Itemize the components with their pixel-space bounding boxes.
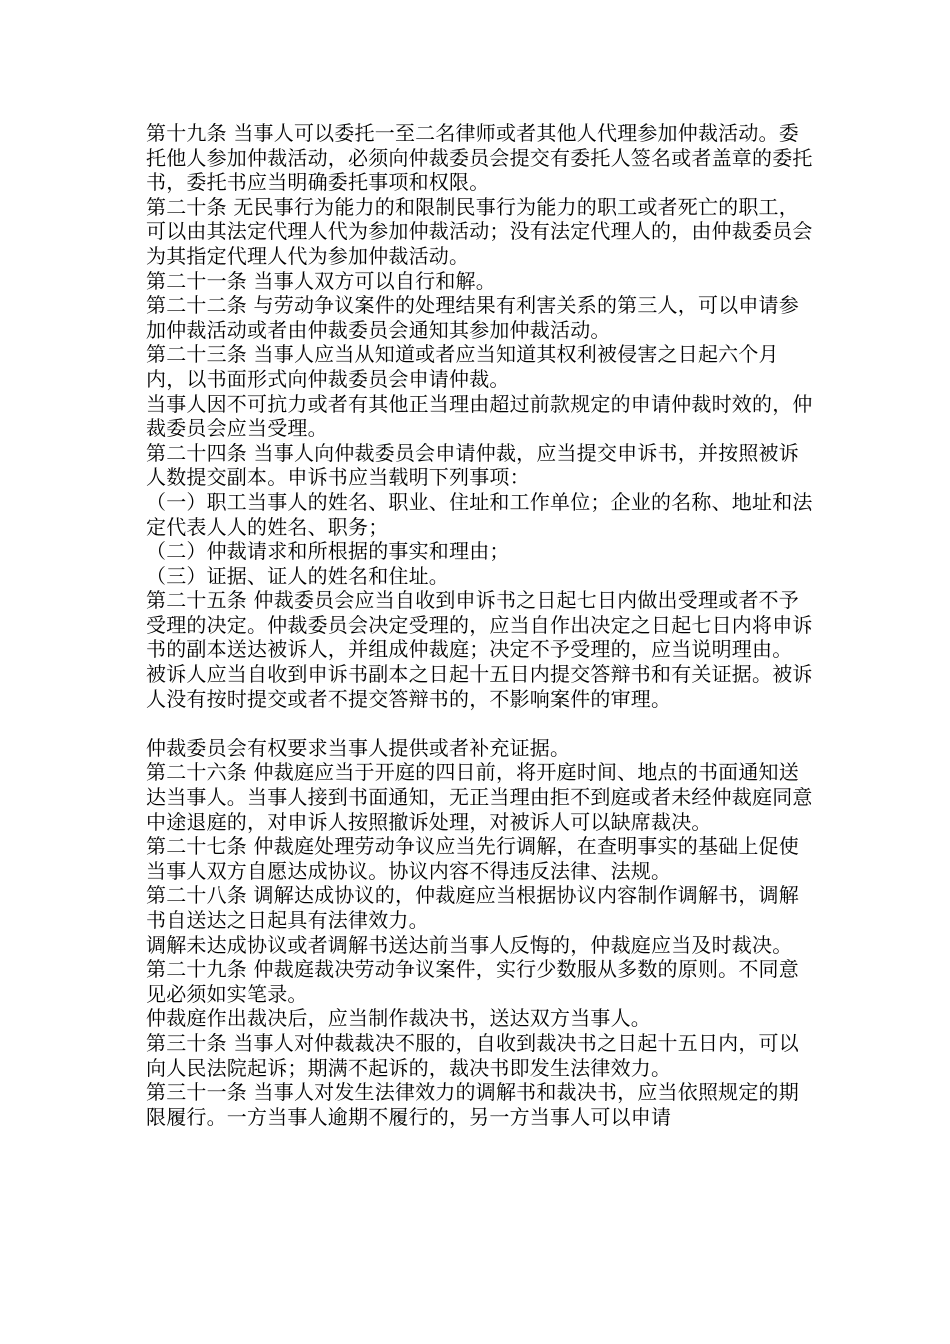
article-23: 第二十三条 当事人应当从知道或者应当知道其权利被侵害之日起六个月内，以书面形式向仲裁委员会申请仲裁。: [146, 342, 779, 391]
article-24: 第二十四条 当事人向仲裁委员会申请仲裁，应当提交申诉书，并按照被诉人数提交副本。申诉书应当载明下列事项：: [146, 440, 799, 490]
article-24-item-2: （二）仲裁请求和所根据的事实和理由；: [146, 539, 510, 564]
article-25: 第二十五条 仲裁委员会应当自收到申诉书之日起七日内做出受理或者不予受理的决定。仲裁委员会决定受理的，应当自作出决定之日起七日内将申诉书的副本送达被诉人，并组成仲裁庭；决定不予受理的，应当说明理由。: [146, 588, 813, 662]
article-23-clause-2: 当事人因不可抗力或者有其他正当理由超过前款规定的申请仲裁时效的，仲裁委员会应当受理。: [146, 391, 813, 441]
document-body: [146, 121, 818, 1129]
article-28-clause-2: 调解未达成协议或者调解书送达前当事人反悔的，仲裁庭应当及时裁决。: [146, 932, 793, 957]
article-20: 第二十条 无民事行为能力的和限制民事行为能力的职工或者死亡的职工，可以由其法定代理人代为参加仲裁活动；没有法定代理人的，由仲裁委员会为其指定代理人代为参加仲裁活动。: [146, 194, 813, 268]
article-31: 第三十一条 当事人对发生法律效力的调解书和裁决书，应当依照规定的期限履行。一方当事人逾期不履行的，另一方当事人可以申请: [146, 1080, 799, 1129]
article-25-clause-2: 被诉人应当自收到申诉书副本之日起十五日内提交答辩书和有关证据。被诉人没有按时提交或者不提交答辩书的，不影响案件的审理。: [146, 662, 813, 711]
article-26: 第二十六条 仲裁庭应当于开庭的四日前，将开庭时间、地点的书面通知送达当事人。当事人接到书面通知，无正当理由拒不到庭或者未经仲裁庭同意中途退庭的，对申诉人按照撤诉处理，对被诉人可以缺席裁决。: [146, 760, 813, 834]
article-29-clause-2: 仲裁庭作出裁决后，应当制作裁决书，送达双方当事人。: [146, 1006, 651, 1031]
article-22: 第二十二条 与劳动争议案件的处理结果有利害关系的第三人，可以申请参加仲裁活动或者由仲裁委员会通知其参加仲裁活动。: [146, 293, 799, 342]
article-25-clause-3: 仲裁委员会有权要求当事人提供或者补充证据。: [146, 735, 571, 760]
article-24-item-3: （三）证据、证人的姓名和住址。: [146, 563, 449, 588]
article-29: 第二十九条 仲裁庭裁决劳动争议案件，实行少数服从多数的原则。不同意见必须如实笔录。: [146, 957, 799, 1006]
article-30: 第三十条 当事人对仲裁裁决不服的，自收到裁决书之日起十五日内，可以向人民法院起诉；期满不起诉的，裁决书即发生法律效力。: [146, 1030, 799, 1080]
article-19: 第十九条 当事人可以委托一至二名律师或者其他人代理参加仲裁活动。委托他人参加仲裁活动，必须向仲裁委员会提交有委托人签名或者盖章的委托书，委托书应当明确委托事项和权限。: [146, 121, 813, 195]
article-27: 第二十七条 仲裁庭处理劳动争议应当先行调解，在查明事实的基础上促使当事人双方自愿达成协议。协议内容不得违反法律、法规。: [146, 834, 799, 883]
article-28: 第二十八条 调解达成协议的，仲裁庭应当根据协议内容制作调解书，调解书自送达之日起具有法律效力。: [146, 883, 799, 932]
article-21: 第二十一条 当事人双方可以自行和解。: [146, 268, 496, 293]
blank-line: [146, 711, 818, 736]
article-24-item-1: （一）职工当事人的姓名、职业、住址和工作单位；企业的名称、地址和法定代表人人的姓名、职务；: [146, 489, 813, 539]
